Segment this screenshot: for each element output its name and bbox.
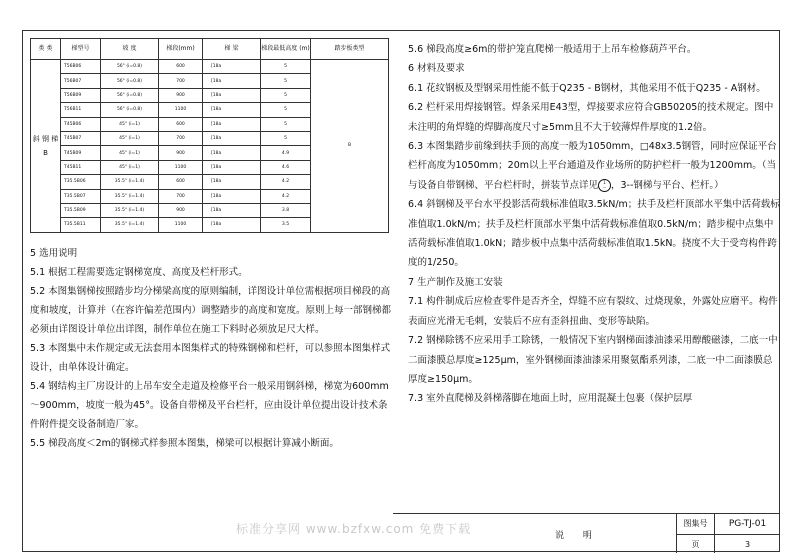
note-text: ，3--钢梯与平台、栏杆。） xyxy=(611,179,724,191)
table-cell: 56° (i=0.8) xyxy=(101,103,159,117)
note-paragraph: 7.2 钢梯除锈不应采用手工除锈，一般情况下室内钢梯面漆油漆采用醇酸磁漆，二底一中二面漆膜总厚度≥125μm，室外钢梯面漆油漆采用聚氨酯系列漆，二底一中二面漆膜总厚度≥150μm。 xyxy=(408,335,778,385)
table-cell: 5 xyxy=(261,117,311,131)
table-cell: T56B09 xyxy=(61,88,101,102)
table-cell: 4.9 xyxy=(261,146,311,160)
table-cell: [18a xyxy=(203,74,261,88)
table-cell: 5 xyxy=(261,60,311,74)
ladder-spec-table xyxy=(30,38,389,233)
table-cell: 5 xyxy=(261,103,311,117)
table-cell: 35.5° (i=1.4) xyxy=(101,203,159,217)
note-paragraph xyxy=(408,137,780,195)
table-cell: 35.5° (i=1.4) xyxy=(101,175,159,189)
table-cell: 45° (i=1) xyxy=(101,160,159,174)
header-cell: 梯段最低高度 (m) xyxy=(261,39,311,60)
table-cell: [18a xyxy=(203,203,261,217)
table-cell: [18a xyxy=(203,117,261,131)
table-cell: 45° (i=1) xyxy=(101,146,159,160)
table-cell: [18a xyxy=(203,189,261,203)
header-cell: 梯段(mm) xyxy=(159,39,203,60)
table-cell: T45B09 xyxy=(61,146,101,160)
table-cell: T45B07 xyxy=(61,131,101,145)
section-heading: 7 生产制作及施工安装 xyxy=(408,276,503,288)
table-cell: 700 xyxy=(159,131,203,145)
table-cell: T35.5B09 xyxy=(61,203,101,217)
table-cell: 4.6 xyxy=(261,160,311,174)
detail-ref-top: 1 xyxy=(603,179,606,185)
document-title: 说 明 xyxy=(555,531,600,541)
table-cell: T35.5B06 xyxy=(61,175,101,189)
table-cell: [18a xyxy=(203,160,261,174)
header-cell: 梯 梁 xyxy=(203,39,261,60)
page-label: 页 xyxy=(676,534,714,553)
note-paragraph: 6.2 栏杆采用焊接钢管。焊条采用E43型，焊接要求应符合GB50205的技术规定。图中未注明的角焊缝的焊脚高度尺寸≥5mm且不大于较薄焊件厚度的1.2倍。 xyxy=(408,102,774,133)
table-cell: 3.8 xyxy=(261,203,311,217)
table-cell: 600 xyxy=(159,60,203,74)
header-cell: 梯型号 xyxy=(61,39,101,60)
table-cell: T35.5B07 xyxy=(61,189,101,203)
table-cell: 1100 xyxy=(159,160,203,174)
watermark-text: 标准分享网 www.bzfxw.com 免费下载 xyxy=(236,522,472,536)
table-cell: [18a xyxy=(203,175,261,189)
table-cell: 4.2 xyxy=(261,189,311,203)
table-cell: 56° (i=0.8) xyxy=(101,60,159,74)
section-heading: 6 材料及要求 xyxy=(408,63,465,75)
detail-ref-bottom: -- xyxy=(603,184,606,190)
note-paragraph: 5.2 本图集钢梯按照踏步均分梯梁高度的原则编制，详图设计单位需根据项目梯段的高度和坡度，计算并（在容许偏差范围内）调整踏步的高度和宽度。原则上每一部钢梯都必须由详图设计单位出详图，制作单位在施工下料时必须放足尺大样。 xyxy=(30,286,392,335)
table-cell: 1100 xyxy=(159,218,203,232)
note-paragraph: 6.1 花纹钢板及型钢采用性能不低于Q235 - B钢材，其他采用不低于Q235 - A钢材。 xyxy=(408,82,766,94)
table-cell: 35.5° (i=1.4) xyxy=(101,189,159,203)
table-cell: 700 xyxy=(159,74,203,88)
table-header-row xyxy=(31,39,389,60)
note-text: 6.3 本图集踏步前缘到扶手顶的高度一般为1050mm，□48x3.5钢管，同时应保证平台栏杆高度为1050mm；20m以上平台通道及作业场所的防护栏杆一般为1200mm。（当与设备自带钢梯、平台栏杆时，拼装节点详见 xyxy=(408,141,777,191)
header-cell: 类 类 xyxy=(31,39,61,60)
left-notes xyxy=(30,244,392,453)
table-cell: T56B07 xyxy=(61,74,101,88)
atlas-number: PG-TJ-01 xyxy=(714,514,780,534)
table-cell: T35.5B11 xyxy=(61,218,101,232)
table-cell: 3.5 xyxy=(261,218,311,232)
table-cell: T45B11 xyxy=(61,160,101,174)
table-cell: [18a xyxy=(203,88,261,102)
table-cell: [18a xyxy=(203,218,261,232)
table-cell: T56B11 xyxy=(61,103,101,117)
note-paragraph: 7.1 构件制成后应检查零件是否齐全，焊缝不应有裂纹、过烧现象，外露处应磨平。构件表面应光滑无毛刺，安装后不应有歪斜扭曲、变形等缺陷。 xyxy=(408,296,778,327)
table-cell: 56° (i=0.8) xyxy=(101,74,159,88)
table-cell: 4.2 xyxy=(261,175,311,189)
header-cell: 踏步板类型 xyxy=(311,39,389,60)
table-cell: 5 xyxy=(261,131,311,145)
note-paragraph: 7.3 室外直爬梯及斜梯落脚在地面上时，应用混凝土包裹（保护层厚 xyxy=(408,393,693,405)
right-notes xyxy=(408,40,780,409)
step-type-cell: B xyxy=(311,60,389,233)
table-cell: 45° (i=1) xyxy=(101,117,159,131)
header-cell: 坡 度 xyxy=(101,39,159,60)
table-cell: T56B06 xyxy=(61,60,101,74)
table-cell: 56° (i=0.8) xyxy=(101,88,159,102)
page-number: 3 xyxy=(714,534,780,553)
table-cell: 600 xyxy=(159,175,203,189)
table-cell: [18a xyxy=(203,60,261,74)
table-cell: 900 xyxy=(159,88,203,102)
table-cell: 900 xyxy=(159,146,203,160)
table-row xyxy=(31,60,389,74)
table-cell: 45° (i=1) xyxy=(101,131,159,145)
table-cell: 35.5° (i=1.4) xyxy=(101,218,159,232)
table-cell: 5 xyxy=(261,88,311,102)
note-paragraph: 5.5 梯段高度＜2m的钢梯式样参照本图集，梯梁可以根据计算减小断面。 xyxy=(30,438,339,449)
table-cell: 700 xyxy=(159,189,203,203)
detail-reference-symbol xyxy=(598,179,611,192)
table-cell: T45B06 xyxy=(61,117,101,131)
note-paragraph: 6.4 斜钢梯及平台水平投影活荷载标准值取3.5kN/m；扶手及栏杆顶部水平集中活荷载标准值取1.0kN/m；扶手及栏杆顶部水平集中活荷载标准值取0.5kN/m；踏步棍中点集中活荷载标准值取1.0kN；踏步板中点集中活荷载标准值取1.5kN。挠度不大于受弯构件跨度的1/250。 xyxy=(408,199,780,269)
table-cell: 900 xyxy=(159,203,203,217)
note-paragraph: 5.4 钢结构主厂房设计的上吊车安全走道及检修平台一般采用钢斜梯，梯宽为600mm～900mm，坡度一般为45°。设备自带梯及平台栏杆，应由设计单位提出设计技术条件附件提交设备制造厂家。 xyxy=(30,381,389,430)
table-cell: [18a xyxy=(203,131,261,145)
section-heading: 5 选用说明 xyxy=(30,248,78,259)
table-cell: 5 xyxy=(261,74,311,88)
atlas-number-label: 图集号 xyxy=(676,514,714,534)
table-cell: [18a xyxy=(203,146,261,160)
ladder-type-cell: 斜 钢 梯 B xyxy=(31,60,61,233)
table-cell: 1100 xyxy=(159,103,203,117)
table-cell: 600 xyxy=(159,117,203,131)
table-cell: [18a xyxy=(203,103,261,117)
note-paragraph: 5.1 根据工程需要选定钢梯宽度、高度及栏杆形式。 xyxy=(30,267,248,278)
note-paragraph: 5.6 梯段高度≥6m的带护笼直爬梯一般适用于上吊车检修葫芦平台。 xyxy=(408,44,697,55)
note-paragraph: 5.3 本图集中未作规定或无法套用本图集样式的特殊钢梯和栏杆，可以参照本图集样式设计，由单体设计确定。 xyxy=(30,343,391,373)
